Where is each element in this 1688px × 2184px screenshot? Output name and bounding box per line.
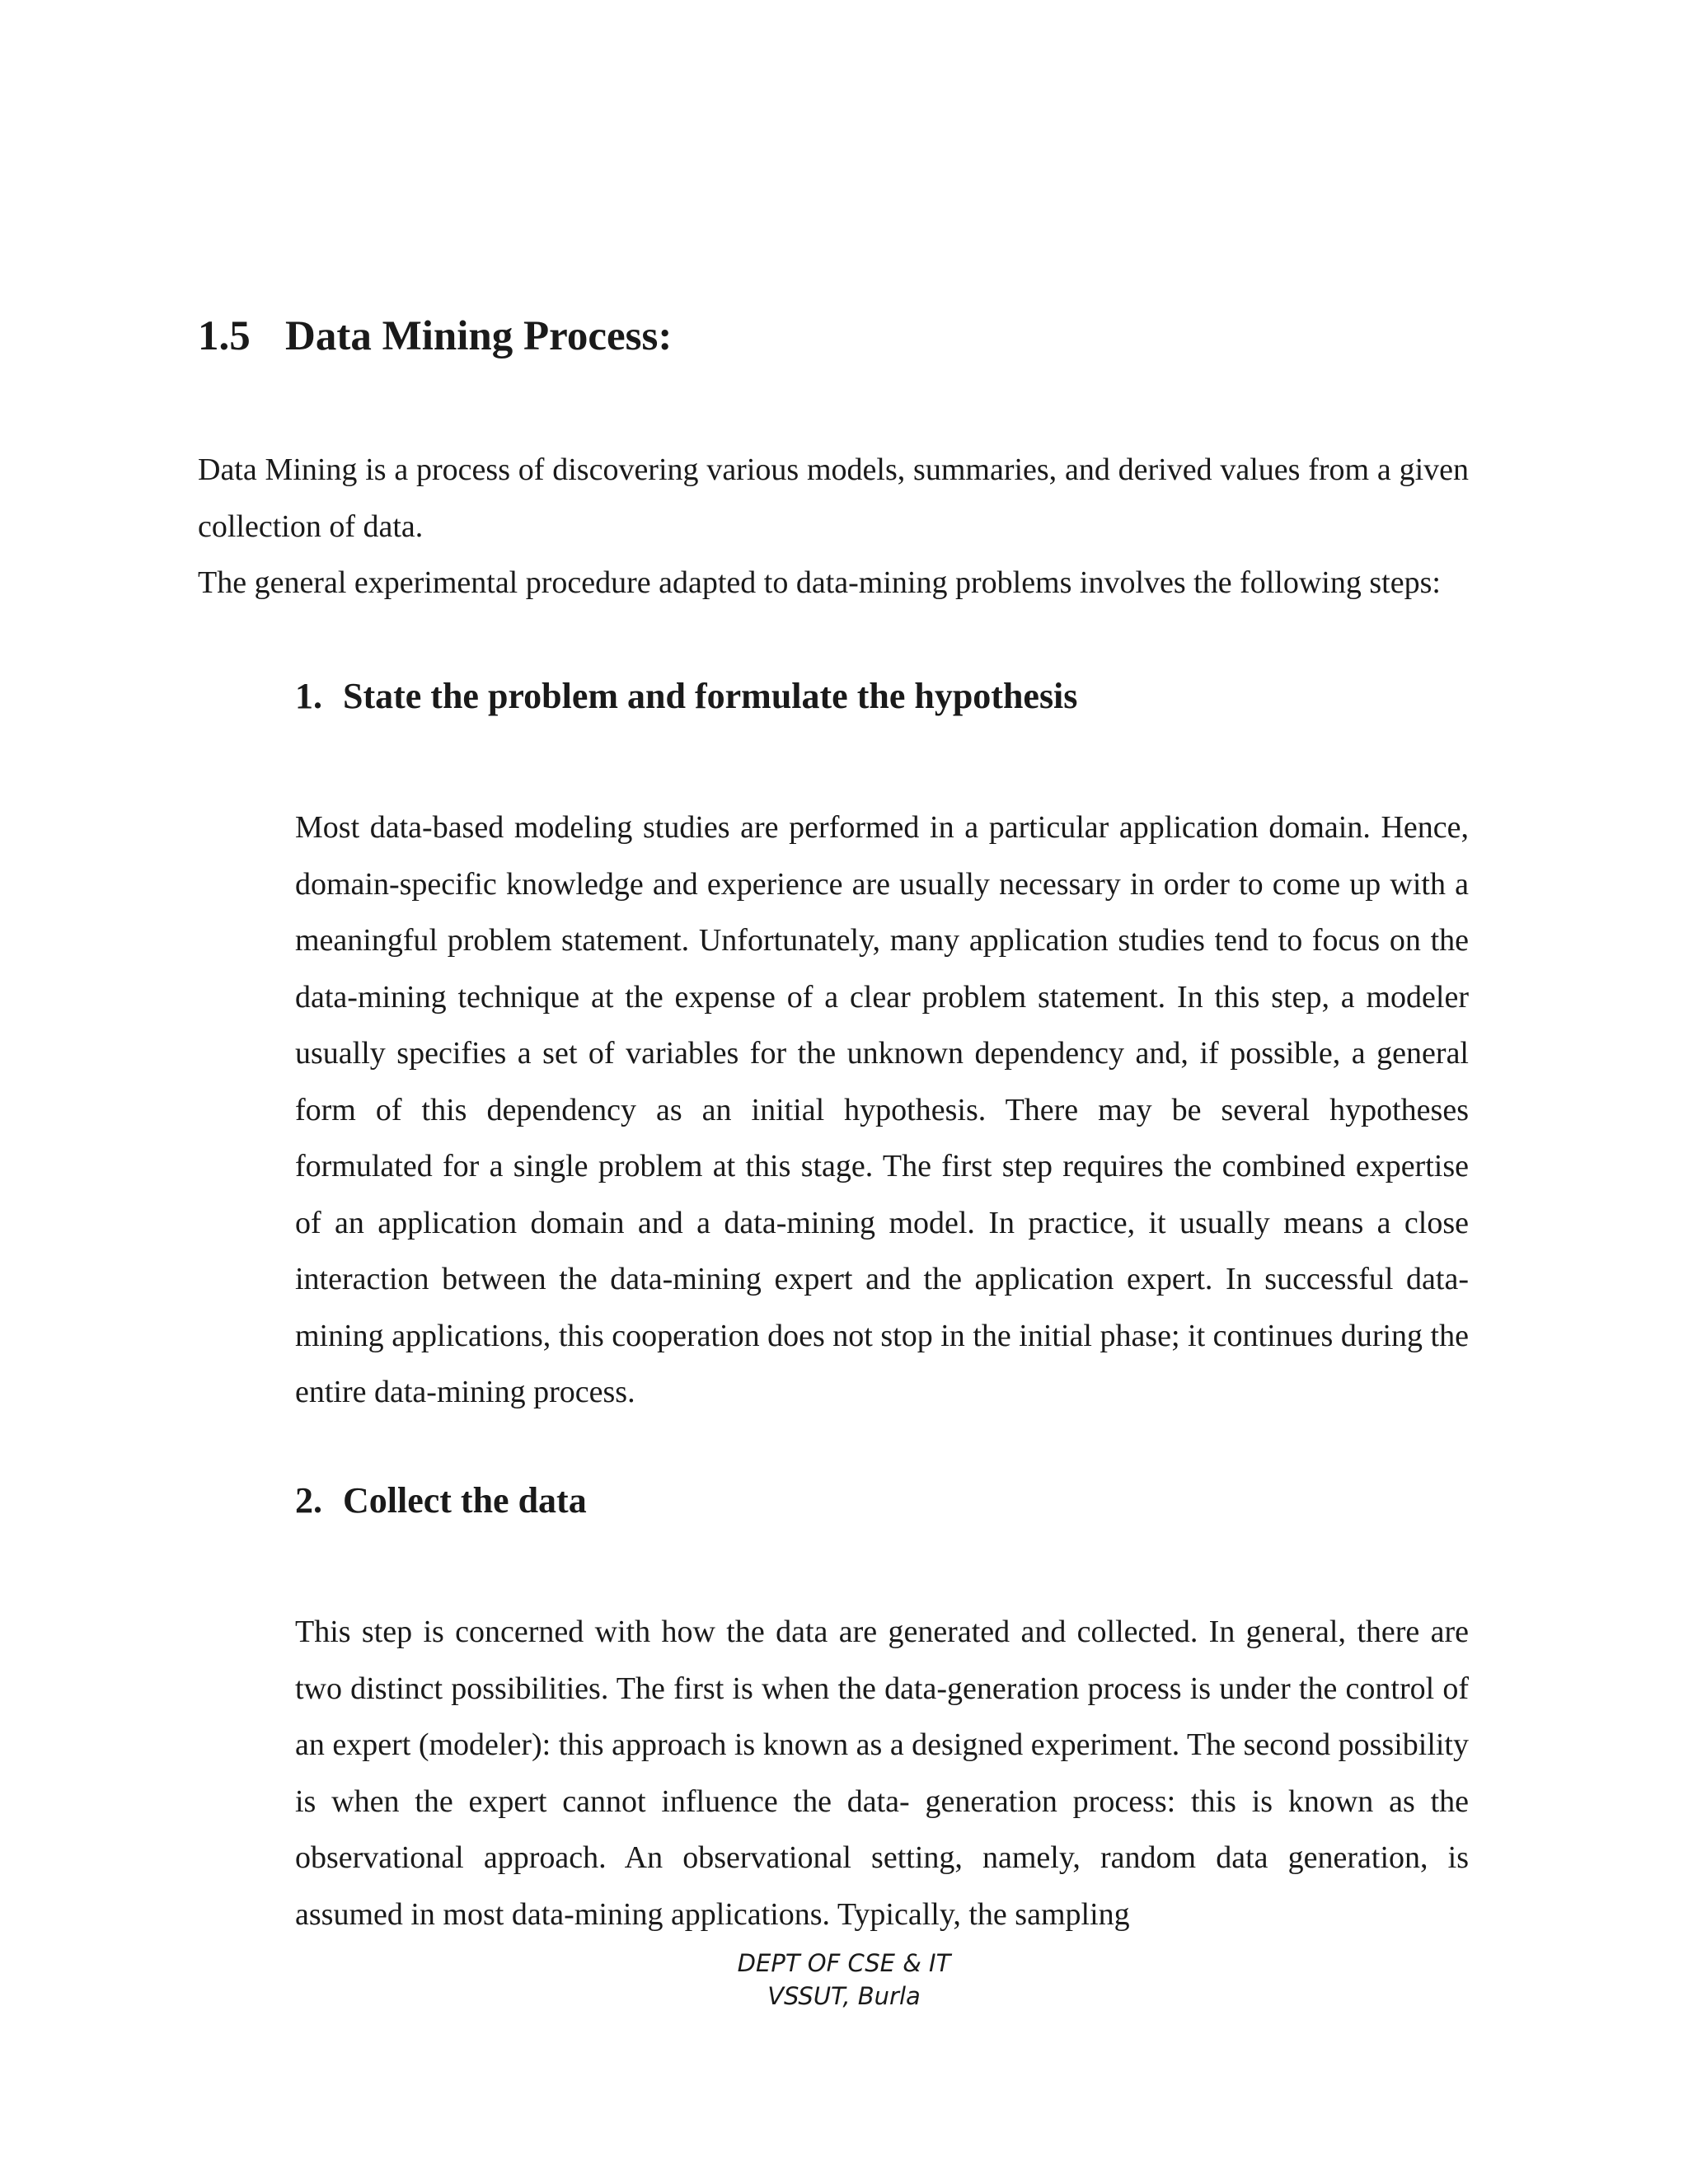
section-title-text: Data Mining Process: <box>285 313 673 359</box>
step-1-heading <box>295 675 1077 719</box>
intro-paragraph-1: Data Mining is a process of discovering various models, summaries, and derived values from a given collection of data. <box>198 452 1469 544</box>
step-1-paragraph: Most data-based modeling studies are performed in a particular application domain. Hence, domain-specific knowledge and experience are usually necessary in order to come up with a meaningful problem statement. Unfortunately, many application studies tend to focus on the data-mining technique at the expense of a clear problem statement. In this step, a modeler usually specifies a set of variables for the unknown dependency and, if possible, a general form of this dependency as an initial hypothesis. There may be several hypotheses formulated for a single problem at this stage. The first step requires the combined expertise of an application domain and a data-mining model. In practice, it usually means a close interaction between the data-mining expert and the application expert. In successful data-mining applications, this cooperation does not stop in the initial phase; it continues during the entire data-mining process. <box>295 810 1469 1409</box>
section-title <box>198 312 672 362</box>
page-footer <box>0 1947 1688 2013</box>
step-2-heading <box>295 1479 587 1523</box>
footer-department: DEPT OF CSE & IT <box>737 1949 951 1977</box>
step-1-title: State the problem and formulate the hypothesis <box>343 676 1078 716</box>
footer-institution: VSSUT, Burla <box>767 1982 921 2010</box>
step-1-number: 1. <box>295 676 322 716</box>
intro-paragraph-2: The general experimental procedure adapted to data-mining problems involves the following steps: <box>198 565 1441 600</box>
step-2-number: 2. <box>295 1480 322 1521</box>
step-2-title: Collect the data <box>343 1480 587 1521</box>
section-number: 1.5 <box>198 313 251 359</box>
step-2-paragraph: This step is concerned with how the data are generated and collected. In general, there are two distinct possibilities. The first is when the data-generation process is under the control of an expert (modeler): this approach is known as a designed experiment. The second possibility is when the expert cannot influence the data- generation process: this is known as the observational approach. An observational setting, namely, random data generation, is assumed in most data-mining applications. Typically, the sampling <box>295 1615 1469 1932</box>
